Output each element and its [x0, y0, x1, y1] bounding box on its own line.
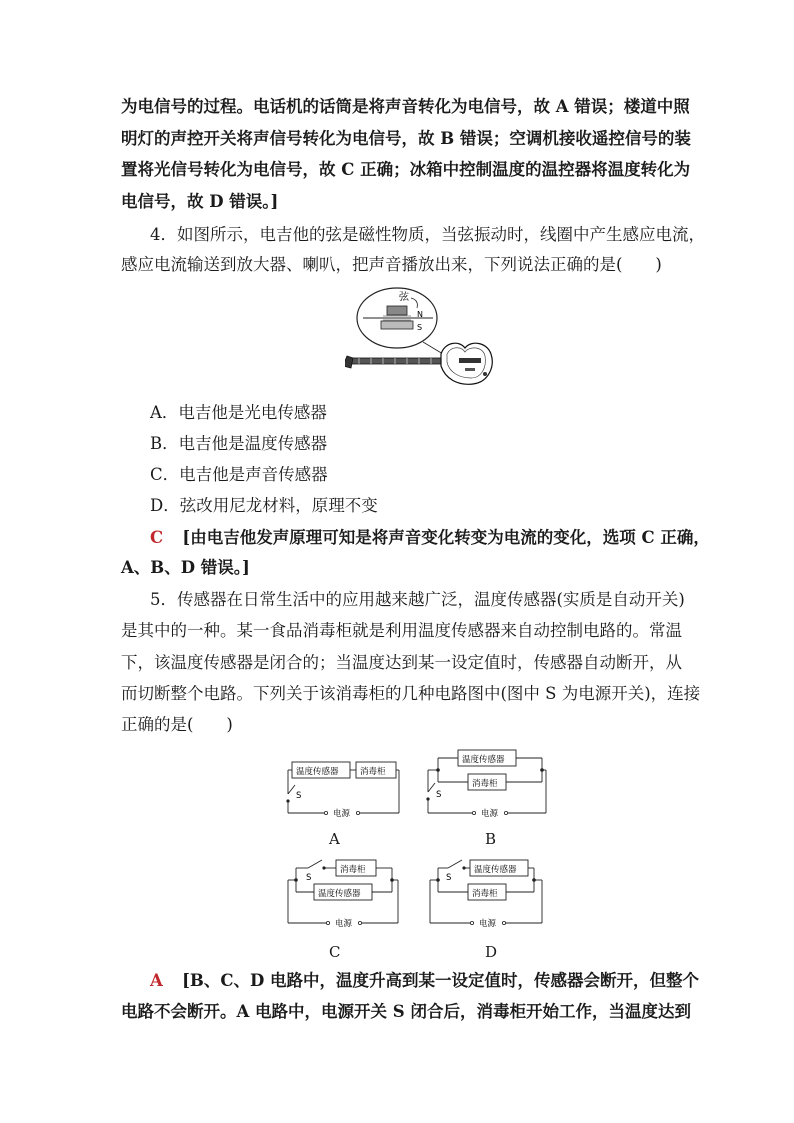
q5-answer-letter: A [150, 971, 163, 990]
q5-stem-line-5: 正确的是( ) [121, 715, 233, 734]
circuit-a-sensor: 温度传感器 [296, 767, 339, 777]
guitar-figure [345, 286, 497, 396]
circuit-a-power: 电源 [333, 809, 351, 819]
prev-answer-line-2: 明灯的声控开关将声信号转化为电信号，故 B 错误；空调机接收遥控信号的装 [121, 129, 691, 148]
q4-answer-letter: C [150, 528, 164, 547]
q5-stem-line-1: 5．传感器在日常生活中的应用越来越广泛，温度传感器(实质是自动开关) [150, 590, 685, 609]
caption-a: A [329, 830, 340, 848]
circuit-c-power: 电源 [335, 919, 353, 929]
circuit-d-switch: S [446, 873, 452, 883]
q4-answer-text-2: A、B、D 错误。] [121, 558, 250, 577]
q4-stem-line-1: 4．如图所示，电吉他的弦是磁性物质，当弦振动时，线圈中产生感应电流， [150, 225, 705, 244]
q4-option-b: B．电吉他是温度传感器 [150, 434, 328, 453]
circuit-b-power: 电源 [481, 809, 499, 819]
circuit-b-sensor: 温度传感器 [462, 755, 505, 765]
figure-n-label: N [417, 310, 423, 319]
caption-c: C [329, 943, 341, 961]
circuit-b-switch: S [436, 790, 442, 800]
q5-stem-line-3: 下，该温度传感器是闭合的；当温度达到某一设定值时，传感器自动断开，从 [121, 653, 682, 672]
prev-answer-line-3: 置将光信号转化为电信号，故 C 正确；冰箱中控制温度的温控器将温度转化为 [121, 160, 691, 179]
circuit-c-cabinet: 消毒柜 [340, 865, 366, 875]
caption-b: B [485, 830, 497, 848]
prev-answer-line-1: 为电信号的过程。电话机的话筒是将声音转化为电信号，故 A 错误；楼道中照 [121, 97, 690, 116]
circuit-b-cabinet: 消毒柜 [472, 779, 498, 789]
circuit-a [282, 752, 402, 828]
figure-string-label: 弦 [399, 292, 409, 303]
caption-d: D [485, 943, 498, 961]
q5-answer-text-2: 电路不会断开。A 电路中，电源开关 S 闭合后，消毒柜开始工作，当温度达到 [121, 1002, 691, 1021]
q5-answer-text-1: [B、C、D 电路中，温度升高到某一设定值时，传感器会断开，但整个 [182, 971, 700, 990]
circuit-d [426, 856, 550, 938]
q5-stem-line-2: 是其中的一种。某一食品消毒柜就是利用温度传感器来自动控制电路的。常温 [121, 621, 682, 640]
q5-answer [150, 970, 699, 992]
prev-answer-line-4: 电信号，故 D 错误。] [121, 192, 279, 211]
q4-answer-text-1: [由电吉他发声原理可知是将声音变化转变为电流的变化，选项 C 正确， [182, 528, 710, 547]
q5-stem-line-4: 而切断整个电路。下列关于该消毒柜的几种电路图中(图中 S 为电源开关)，连接 [121, 684, 701, 703]
q4-option-d: D．弦改用尼龙材料，原理不变 [150, 496, 378, 515]
circuit-c [284, 856, 404, 938]
q4-option-a: A．电吉他是光电传感器 [150, 403, 327, 422]
circuit-c-sensor: 温度传感器 [318, 889, 361, 899]
q4-stem-line-2: 感应电流输送到放大器、喇叭，把声音播放出来，下列说法正确的是( ) [121, 255, 662, 274]
circuit-c-switch: S [306, 873, 312, 883]
circuit-b [424, 746, 548, 828]
circuit-d-power: 电源 [479, 919, 497, 929]
circuit-d-cabinet: 消毒柜 [472, 889, 498, 899]
circuit-a-switch: S [296, 791, 302, 801]
q4-option-c: C．电吉他是声音传感器 [150, 465, 328, 484]
figure-s-label: S [417, 323, 423, 332]
q4-answer [150, 527, 710, 549]
circuit-d-sensor: 温度传感器 [474, 865, 517, 875]
circuit-a-cabinet: 消毒柜 [360, 767, 386, 777]
